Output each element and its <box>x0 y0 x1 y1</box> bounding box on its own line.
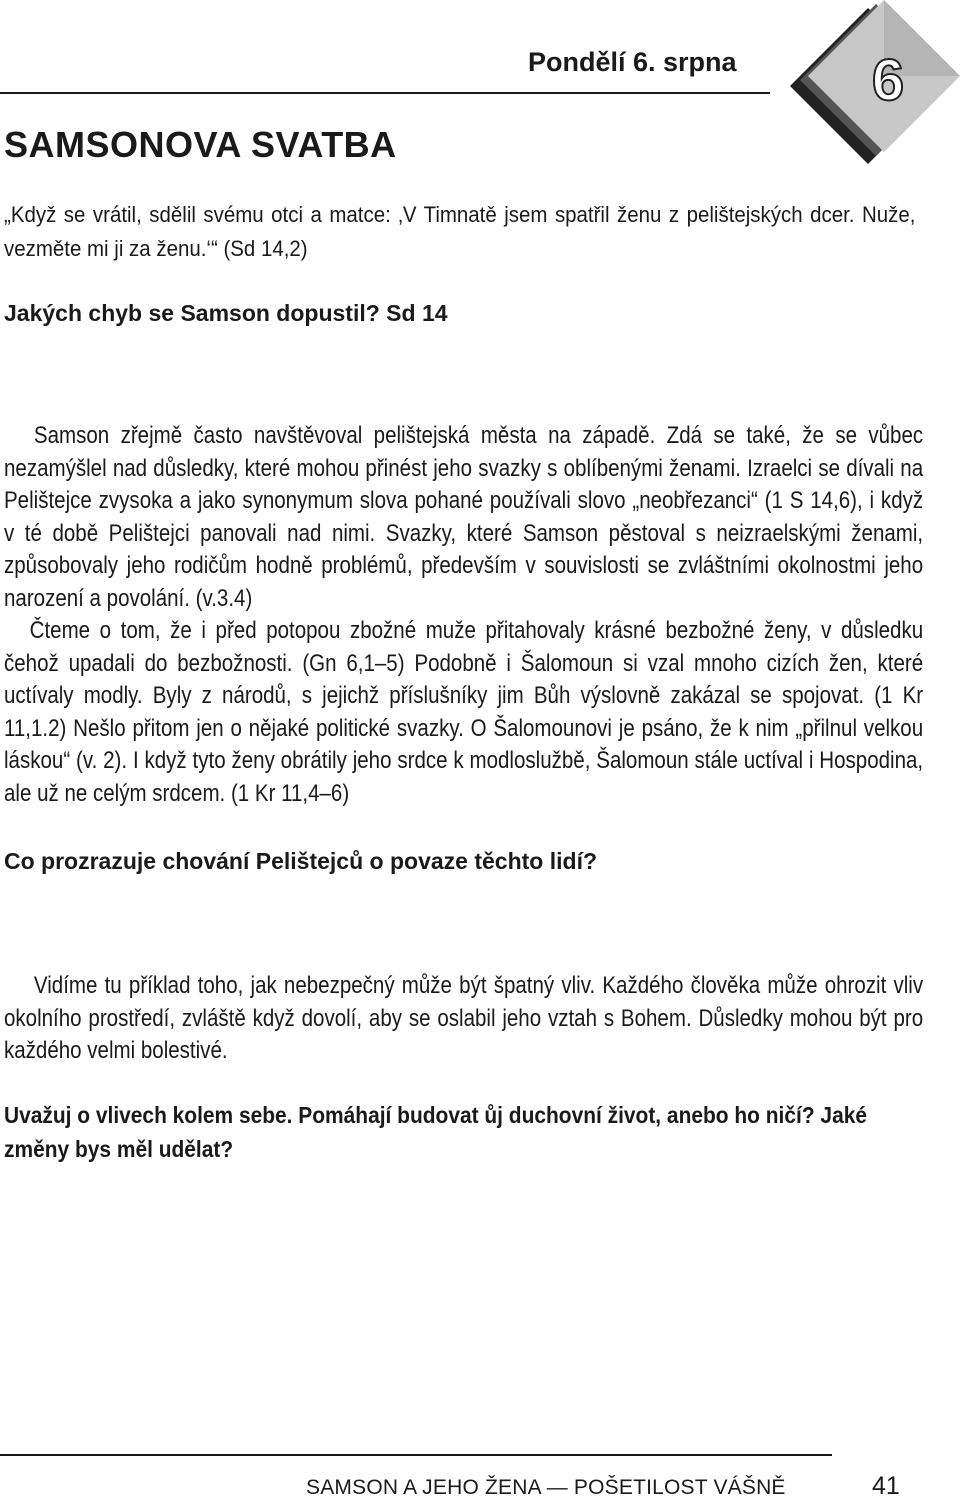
study-question-2: Co prozrazuje chování Pelištejců o povaze těchto lidí? <box>4 848 598 874</box>
header-divider <box>0 92 770 94</box>
commentary-paragraph-3: Vidíme tu příklad toho, jak nebezpečný může být špatný vliv. Každého člověka může ohrozit vliv okolního prostředí, zvláště když dovolí, aby se oslabil jeho vztah s Bohem. Důsledky mohou být pro každého velmi bolestivé. <box>4 972 924 1064</box>
lesson-date: Pondělí 6. srpna <box>528 47 737 77</box>
commentary-paragraph-2: Čteme o tom, že i před potopou zbožné muže přitahovaly krásné bezbožné ženy, v důsledku čehož upadali do bezbožnosti. (Gn 6,1–5) Podobně i Šalomoun si vzal mnoho cizích žen, které uctívaly modly. Byly z národů, s jejichž příslušníky jim Bůh výslovně zakázal se spojovat. (1 Kr 11,1.2) Nešlo přitom jen o nějaké politické svazky. O Šalomounovi je psáno, že k nim „přilnul velkou láskou“ (v. 2). I když tyto ženy obrátily jeho srdce k modloslužbě, Šalomoun stále uctíval i Hospodina, ale už ne celým srdcem. (1 Kr 11,4–6) <box>4 617 924 807</box>
study-question-1: Jakých chyb se Samson dopustil? Sd 14 <box>4 300 448 326</box>
reflection-question: Uvažuj o vlivech kolem sebe. Pomáhají budovat ůj duchovní život, anebo ho ničí? Jaké změny bys měl udělat? <box>4 1102 867 1162</box>
lesson-number-badge <box>768 0 960 168</box>
page-title: SAMSONOVA SVATBA <box>4 124 397 165</box>
commentary-block-2 <box>4 970 923 1068</box>
lesson-number: 6 <box>871 48 905 113</box>
commentary-block-1 <box>4 420 923 810</box>
footer-divider <box>0 1454 832 1456</box>
footer-title: SAMSON A JEHO ŽENA — POŠETILOST VÁŠNĚ <box>306 1476 786 1499</box>
bible-quote: „Když se vrátil, sdělil svému otci a matce: ‚V Timnatě jsem spatřil ženu z pelištejských dcer. Nuže, vezměte mi ji za ženu.‘“ (Sd 14,2) <box>4 202 916 261</box>
commentary-paragraph-1: Samson zřejmě často navštěvoval pelištejská města na západě. Zdá se také, že se vůbec nezamýšlel nad důsledky, které mohou přinést jeho svazky s oblíbenými ženami. Izraelci se dívali na Pelištejce zvysoka a jako synonymum slova pohané používali slovo „neobřezanci“ (1 S 14,6), i když v té době Pelištejci panovali nad nimi. Svazky, které Samson pěstoval s neizraelskými ženami, způsobovaly jeho rodičům hodně problémů, především v souvislosti se zvláštními okolnostmi jeho narození a povolání. (v.3.4) <box>4 422 924 612</box>
page-number: 41 <box>872 1472 900 1500</box>
